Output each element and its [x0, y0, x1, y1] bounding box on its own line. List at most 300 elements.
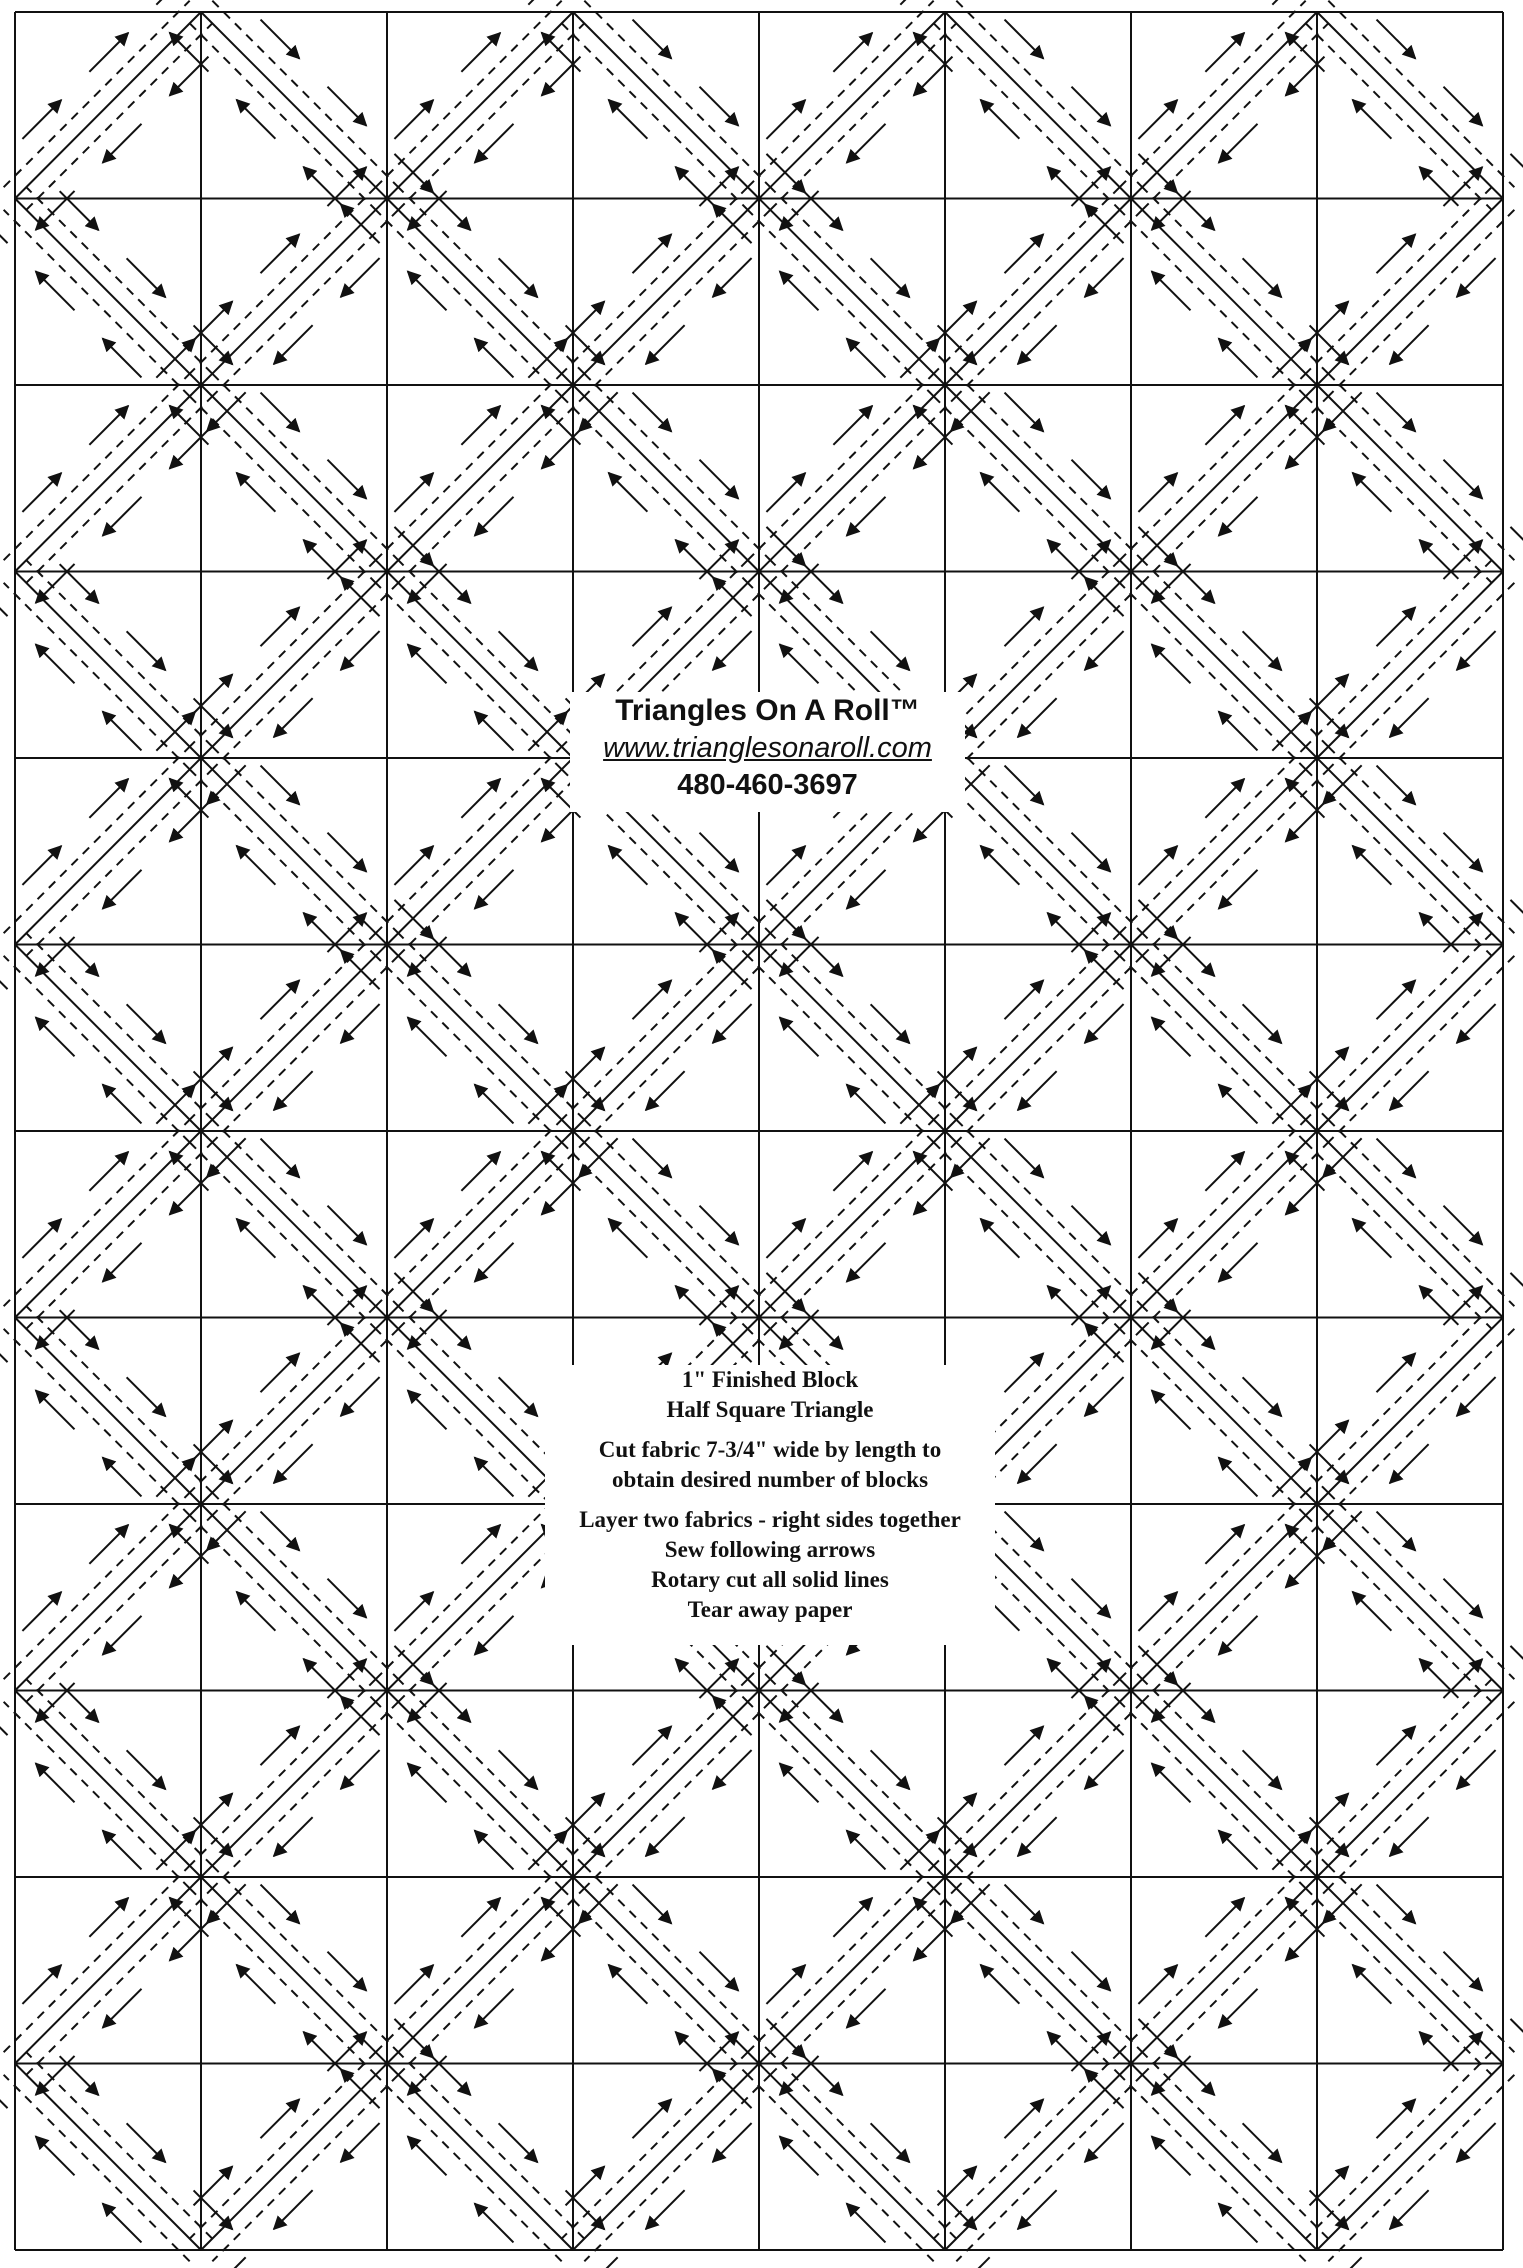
sew-line	[1306, 1679, 1492, 1866]
sew-line	[956, 1120, 1142, 1307]
sew-line	[4, 210, 190, 397]
diagonal-cut-line	[573, 1877, 759, 2064]
diagonal-cut-line	[1317, 1877, 1503, 2064]
sewing-arrow	[1152, 1683, 1191, 1722]
sew-line	[212, 583, 398, 770]
sewing-arrow	[1176, 2056, 1215, 2095]
sew-line	[956, 2075, 1142, 2262]
sewing-arrow	[60, 2056, 99, 2095]
sew-line	[376, 747, 562, 934]
sewing-arrow	[36, 1390, 75, 1429]
sewing-arrow	[432, 564, 471, 603]
sewing-arrow	[1048, 913, 1087, 952]
diagonal-cut-line	[387, 1877, 573, 2064]
sewing-arrow	[1286, 1549, 1325, 1588]
sewing-arrow	[1048, 1286, 1087, 1325]
sew-line	[212, 956, 398, 1142]
step-layer: Layer two fabrics - right sides together	[579, 1507, 961, 1532]
sewing-arrow	[804, 1683, 843, 1722]
sewing-arrow	[103, 124, 142, 163]
sew-line	[26, 560, 212, 747]
sewing-arrow	[408, 564, 447, 603]
sewing-arrow	[914, 1898, 953, 1937]
sewing-arrow	[1205, 1898, 1244, 1937]
sewing-arrow	[699, 87, 738, 126]
sewing-arrow	[1510, 900, 1523, 939]
sew-line	[26, 1306, 212, 1493]
sewing-arrow	[1377, 20, 1416, 59]
sewing-arrow	[327, 87, 366, 126]
sewing-arrow	[1005, 1353, 1044, 1392]
sewing-arrow	[327, 167, 366, 206]
sewing-arrow	[1510, 1646, 1523, 1685]
diagonal-cut-line	[1317, 945, 1503, 1132]
sewing-arrow	[394, 527, 433, 566]
step-tear: Tear away paper	[687, 1597, 853, 1622]
sew-line	[934, 1142, 1120, 1329]
sewing-arrow	[847, 1989, 886, 2028]
sew-line	[376, 1866, 562, 2052]
sewing-arrow	[1243, 2123, 1282, 2162]
sewing-arrow	[36, 1683, 75, 1722]
sewing-arrow	[60, 937, 99, 976]
diagonal-cut-line	[945, 945, 1131, 1132]
sewing-arrow	[1085, 2069, 1124, 2108]
sew-line	[748, 374, 934, 561]
sewing-arrow	[127, 1750, 166, 1789]
sewing-arrow	[1510, 154, 1523, 193]
sewing-arrow	[304, 913, 343, 952]
sewing-arrow	[951, 1884, 990, 1923]
sew-line	[934, 933, 1120, 1120]
sew-line	[212, 1493, 398, 1680]
sewing-arrow	[766, 527, 805, 566]
sewing-arrow	[1138, 154, 1177, 193]
sewing-arrow	[914, 57, 953, 96]
brand-url[interactable]: www.trianglesonaroll.com	[603, 732, 932, 764]
sewing-arrow	[1085, 631, 1124, 670]
sewing-arrow	[127, 1377, 166, 1416]
cut-instruction-line2: obtain desired number of blocks	[611, 1467, 929, 1492]
diagonal-cut-line	[945, 572, 1131, 759]
sew-line	[1120, 2075, 1306, 2262]
sewing-arrow	[699, 540, 738, 579]
sewing-arrow	[237, 473, 276, 512]
sewing-arrow	[699, 460, 738, 499]
sew-line	[1120, 583, 1306, 770]
sew-line	[562, 396, 748, 583]
diagonal-cut-line	[201, 1877, 387, 2064]
sewing-arrow	[432, 2056, 471, 2095]
sewing-arrow	[1286, 33, 1325, 72]
sewing-arrow	[1205, 1525, 1244, 1564]
diagonal-cut-line	[201, 1691, 387, 1878]
sewing-arrow	[1071, 1952, 1110, 1991]
sewing-arrow	[1005, 980, 1044, 1019]
sewing-arrow	[1176, 564, 1215, 603]
sew-line	[1328, 1, 1514, 188]
sewing-arrow	[699, 1659, 738, 1698]
sew-line	[934, 1679, 1120, 1866]
sewing-arrow	[1005, 607, 1044, 646]
sewing-arrow	[1390, 698, 1429, 737]
sewing-arrow	[408, 1017, 447, 1056]
diagonal-cut-line	[1131, 12, 1317, 199]
sewing-arrow	[1176, 1683, 1215, 1722]
sew-line	[4, 1329, 190, 1516]
sewing-arrow	[475, 711, 514, 750]
sewing-arrow	[1353, 1965, 1392, 2004]
sew-line	[398, 2052, 584, 2239]
sew-line	[376, 956, 562, 1142]
sewing-arrow	[676, 1286, 715, 1325]
sewing-arrow	[1138, 1219, 1177, 1258]
sew-line	[1328, 2075, 1514, 2262]
sew-line	[4, 1493, 190, 1680]
sewing-arrow	[542, 1922, 581, 1961]
sewing-arrow	[127, 1004, 166, 1043]
sew-line	[584, 1120, 770, 1307]
sewing-arrow	[89, 1898, 128, 1937]
sew-line	[212, 1120, 398, 1307]
sewing-arrow	[579, 1138, 618, 1177]
sewing-arrow	[871, 2123, 910, 2162]
sew-line	[1120, 1329, 1306, 1516]
sewing-arrow	[261, 607, 300, 646]
sewing-arrow	[847, 124, 886, 163]
sewing-arrow	[981, 473, 1020, 512]
sew-line	[26, 187, 212, 373]
sewing-arrow	[833, 406, 872, 445]
sewing-arrow	[1420, 1659, 1459, 1698]
sewing-arrow	[981, 846, 1020, 885]
sewing-arrow	[341, 1377, 380, 1416]
brand-block	[570, 692, 965, 812]
sewing-arrow	[170, 1549, 209, 1588]
sewing-arrow	[1152, 564, 1191, 603]
sewing-arrow	[394, 100, 433, 139]
sew-line	[398, 769, 584, 956]
sewing-arrow	[89, 1525, 128, 1564]
sewing-arrow	[804, 1310, 843, 1349]
sewing-arrow	[914, 406, 953, 445]
sewing-arrow	[1071, 2032, 1110, 2071]
sew-line	[1328, 1493, 1514, 1680]
diagonal-cut-line	[15, 1504, 201, 1691]
sewing-arrow	[1377, 1139, 1416, 1178]
sewing-arrow	[127, 631, 166, 670]
diagonal-cut-line	[945, 1877, 1131, 2064]
sewing-arrow	[1286, 1152, 1325, 1191]
diagonal-cut-line	[15, 385, 201, 572]
sewing-arrow	[127, 258, 166, 297]
sewing-arrow	[1272, 1831, 1311, 1870]
sewing-arrow	[699, 1286, 738, 1325]
sewing-arrow	[914, 1176, 953, 1215]
sewing-arrow	[170, 406, 209, 445]
sew-line	[562, 2052, 748, 2239]
diagonal-cut-line	[15, 572, 201, 759]
sewing-arrow	[194, 325, 233, 364]
sew-line	[212, 1866, 398, 2052]
sewing-arrow	[646, 1071, 685, 1110]
sewing-arrow	[103, 1084, 142, 1123]
sewing-arrow	[1310, 1817, 1349, 1856]
sewing-arrow	[1138, 100, 1177, 139]
sewing-arrow	[1377, 234, 1416, 273]
sewing-arrow	[1377, 607, 1416, 646]
diagonal-cut-line	[201, 1504, 387, 1691]
sewing-arrow	[1071, 167, 1110, 206]
sewing-arrow	[713, 2069, 752, 2108]
sewing-arrow	[237, 1219, 276, 1258]
sew-line	[584, 1866, 770, 2052]
sewing-arrow	[432, 1310, 471, 1349]
sewing-arrow	[1152, 271, 1191, 310]
diagonal-cut-line	[15, 758, 201, 945]
sewing-arrow	[609, 846, 648, 885]
sew-line	[770, 2052, 956, 2239]
diagonal-cut-line	[387, 1691, 573, 1878]
sewing-arrow	[1219, 124, 1258, 163]
sewing-arrow	[194, 2190, 233, 2229]
sewing-arrow	[89, 1152, 128, 1191]
sewing-arrow	[327, 1286, 366, 1325]
sewing-arrow	[341, 1696, 380, 1735]
sewing-arrow	[847, 870, 886, 909]
sew-line	[190, 23, 376, 210]
sewing-arrow	[646, 2190, 685, 2229]
diagonal-cut-line	[201, 1131, 387, 1318]
sewing-arrow	[699, 2032, 738, 2071]
sewing-arrow	[394, 1273, 433, 1312]
sew-line	[4, 374, 190, 561]
sewing-arrow	[542, 1176, 581, 1215]
sewing-arrow	[766, 900, 805, 939]
sewing-arrow	[1272, 1458, 1311, 1497]
sewing-arrow	[1420, 2032, 1459, 2071]
sewing-arrow	[394, 846, 433, 885]
sewing-arrow	[542, 57, 581, 96]
sewing-arrow	[1152, 1390, 1191, 1429]
sewing-arrow	[804, 937, 843, 976]
diagonal-cut-line	[1131, 199, 1317, 386]
sewing-arrow	[713, 1004, 752, 1043]
sewing-arrow	[394, 1965, 433, 2004]
sewing-arrow	[341, 1750, 380, 1789]
sewing-arrow	[194, 1420, 233, 1459]
sewing-arrow	[1323, 1884, 1362, 1923]
sewing-arrow	[1510, 2019, 1523, 2058]
sewing-arrow	[1310, 1420, 1349, 1459]
sew-line	[956, 1866, 1142, 2052]
sewing-arrow	[194, 698, 233, 737]
diagonal-cut-line	[759, 945, 945, 1132]
sewing-arrow	[1018, 2190, 1057, 2229]
sewing-arrow	[327, 2032, 366, 2071]
sewing-arrow	[432, 1683, 471, 1722]
sewing-arrow	[1510, 1273, 1523, 1312]
sewing-arrow	[1272, 339, 1311, 378]
diagonal-cut-line	[945, 758, 1131, 945]
sewing-arrow	[156, 1085, 195, 1124]
sewing-arrow	[1085, 1377, 1124, 1416]
sewing-arrow	[633, 980, 672, 1019]
sewing-arrow	[699, 833, 738, 872]
sewing-arrow	[103, 338, 142, 377]
sew-line	[1142, 769, 1328, 956]
sewing-arrow	[36, 1763, 75, 1802]
sew-line	[748, 2075, 934, 2262]
sewing-arrow	[1152, 2056, 1191, 2095]
sewing-arrow	[633, 1885, 672, 1924]
step-sew: Sew following arrows	[664, 1537, 876, 1562]
sewing-arrow	[833, 33, 872, 72]
sewing-arrow	[542, 1152, 581, 1191]
sewing-arrow	[408, 1310, 447, 1349]
sewing-arrow	[1048, 1659, 1087, 1698]
sewing-arrow	[847, 338, 886, 377]
sewing-arrow	[170, 33, 209, 72]
sewing-arrow	[1219, 1616, 1258, 1655]
sewing-arrow	[261, 1139, 300, 1178]
diagonal-cut-line	[1131, 2064, 1317, 2251]
sewing-arrow	[1018, 1071, 1057, 1110]
sew-line	[4, 2075, 190, 2262]
block-size-text: 1" Finished Block	[681, 1367, 859, 1392]
sew-line	[1306, 187, 1492, 373]
sewing-arrow	[1420, 540, 1459, 579]
sewing-arrow	[341, 1323, 380, 1362]
sew-line	[1328, 1120, 1514, 1307]
sew-line	[748, 1702, 934, 1889]
diagonal-cut-line	[387, 12, 573, 199]
sewing-arrow	[914, 1152, 953, 1191]
sewing-arrow	[633, 1726, 672, 1765]
sewing-arrow	[327, 1206, 366, 1245]
sewing-arrow	[1071, 1206, 1110, 1245]
diagonal-cut-line	[15, 1318, 201, 1505]
sewing-arrow	[766, 1965, 805, 2004]
sewing-arrow	[170, 779, 209, 818]
sewing-arrow	[394, 1219, 433, 1258]
sewing-arrow	[1510, 527, 1523, 566]
sewing-arrow	[871, 258, 910, 297]
sewing-arrow	[22, 473, 61, 512]
sewing-arrow	[22, 1965, 61, 2004]
sewing-arrow	[304, 1659, 343, 1698]
sewing-arrow	[1005, 1885, 1044, 1924]
sewing-arrow	[103, 1830, 142, 1869]
sewing-arrow	[914, 430, 953, 469]
sewing-arrow	[1138, 1646, 1177, 1685]
sewing-arrow	[713, 2123, 752, 2162]
sewing-arrow	[1152, 937, 1191, 976]
sewing-arrow	[304, 540, 343, 579]
sewing-arrow	[1152, 1763, 1191, 1802]
sew-line	[1120, 956, 1306, 1142]
sewing-arrow	[127, 2123, 166, 2162]
sewing-arrow	[194, 1793, 233, 1832]
sewing-arrow	[609, 473, 648, 512]
sew-line	[212, 1, 398, 188]
sewing-arrow	[1138, 2019, 1177, 2058]
sew-line	[1120, 1120, 1306, 1307]
sewing-arrow	[261, 1353, 300, 1392]
sewing-arrow	[528, 1831, 567, 1870]
sew-line	[748, 1866, 934, 2052]
sewing-arrow	[646, 1817, 685, 1856]
sewing-arrow	[938, 2190, 977, 2229]
sew-line	[1142, 23, 1328, 210]
sewing-arrow	[274, 1071, 313, 1110]
sewing-arrow	[951, 392, 990, 431]
sewing-arrow	[1390, 325, 1429, 364]
diagonal-cut-line	[759, 1131, 945, 1318]
sewing-arrow	[713, 1750, 752, 1789]
sew-line	[934, 187, 1120, 373]
sewing-arrow	[1390, 1444, 1429, 1483]
sewing-arrow	[1152, 191, 1191, 230]
sewing-arrow	[207, 765, 246, 804]
sewing-arrow	[713, 950, 752, 989]
sewing-arrow	[1377, 1726, 1416, 1765]
sewing-arrow	[780, 2056, 819, 2095]
sewing-arrow	[633, 2099, 672, 2138]
sew-line	[398, 23, 584, 210]
sewing-arrow	[461, 1525, 500, 1564]
sewing-arrow	[1443, 1659, 1482, 1698]
sewing-arrow	[1219, 870, 1258, 909]
sewing-arrow	[261, 393, 300, 432]
sewing-arrow	[237, 846, 276, 885]
sewing-arrow	[1085, 204, 1124, 243]
sew-line	[1120, 1702, 1306, 1889]
sewing-arrow	[766, 2019, 805, 2058]
sew-line	[1306, 396, 1492, 583]
sewing-arrow	[1085, 1004, 1124, 1043]
sewing-arrow	[1377, 1353, 1416, 1392]
sew-line	[26, 769, 212, 956]
sewing-arrow	[1286, 57, 1325, 96]
sew-line	[398, 933, 584, 1120]
diagonal-cut-line	[15, 1691, 201, 1878]
sew-line	[398, 1888, 584, 2075]
sewing-arrow	[542, 406, 581, 445]
diagonal-cut-line	[759, 1877, 945, 2064]
sewing-arrow	[1005, 2099, 1044, 2138]
sewing-arrow	[1085, 950, 1124, 989]
sewing-arrow	[1353, 1592, 1392, 1631]
sewing-arrow	[207, 2257, 246, 2268]
sewing-arrow	[1205, 33, 1244, 72]
sew-line	[1142, 933, 1328, 1120]
sewing-arrow	[1243, 258, 1282, 297]
sewing-arrow	[1071, 1286, 1110, 1325]
sewing-arrow	[394, 1592, 433, 1631]
sewing-arrow	[938, 325, 977, 364]
sew-line	[956, 583, 1142, 770]
sew-line	[770, 187, 956, 373]
sew-line	[748, 956, 934, 1142]
sew-line	[1142, 1679, 1328, 1866]
sewing-arrow	[1176, 1310, 1215, 1349]
sewing-arrow	[461, 406, 500, 445]
sewing-arrow	[951, 1138, 990, 1177]
sewing-arrow	[207, 392, 246, 431]
sewing-arrow	[1310, 325, 1349, 364]
sew-line	[1328, 1329, 1514, 1516]
